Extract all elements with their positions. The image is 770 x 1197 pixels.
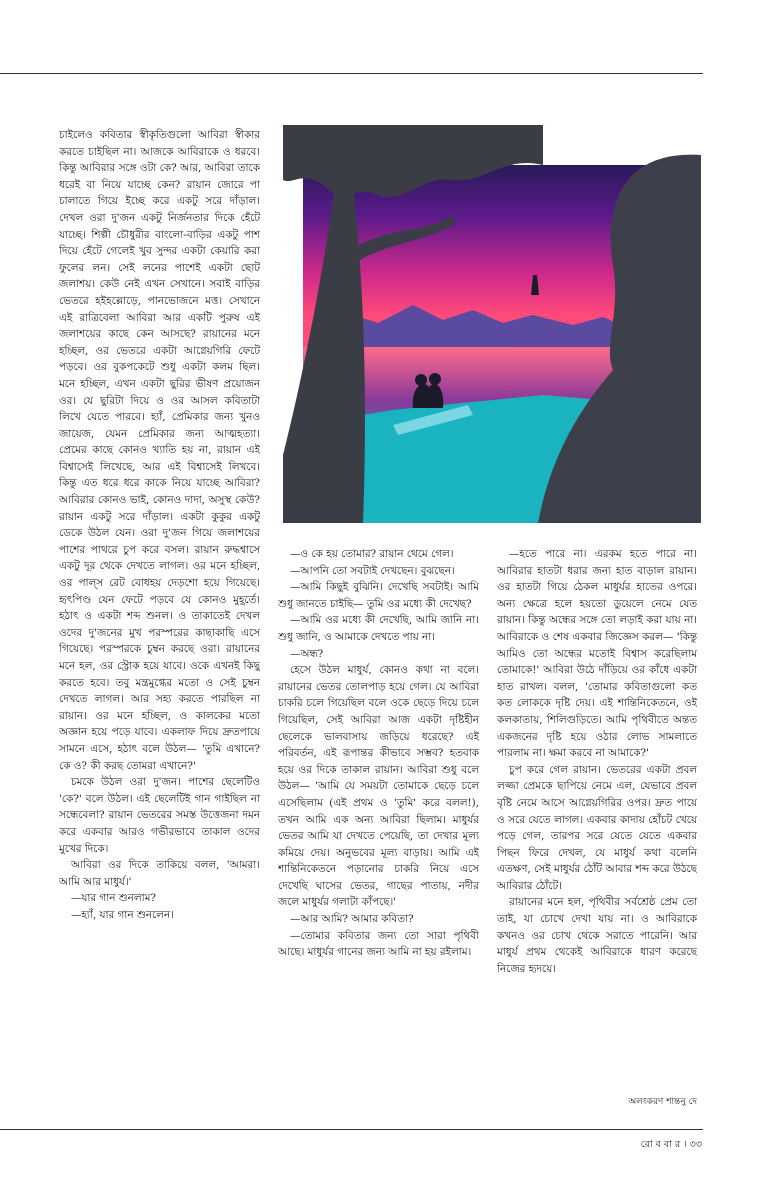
paragraph: —আমি কিছুই বুঝিনি। দেখেছি সবটাই। আমি শুধু জানতে চাইছি— তুমি ওর মধ্যে কী দেখেছ? (278, 581, 479, 610)
paragraph: —হতে পারে না। এরকম হতে পারে না। আবিরার হাতটা ধরার জন্য হাত বাড়াল রায়ান। ওর হাতটা গিয়ে ঠেকল মাধুর্যর হাতের ওপরে। অন্য ক্ষেত্রে হলে হয়তো ডুয়েলে নেমে যেত রায়ান। কিন্তু অন্ধের সঙ্গে তো লড়াই করা যায় না। আবিরাকে ও শেষ একবার জিজ্ঞেস করল— 'কিন্তু আমিও তো অন্ধের মতোই বিশ্বাস করেছিলাম তোমাকে!' আবিরা উঠে দাঁড়িয়ে ওর কাঁধে একটা হাত রাখল। বলল, 'তোমার কবিতাগুলো কত কত লোককে দৃষ্টি দেয়। এই শান্তিনিকেতনে, ওই কলকাতায়, শিলিগুড়িতে। আমি পৃথিবীতে অন্তত একজনের দৃষ্টি হয়ে ওঠার লোভ সামলাতে পারলাম না। ক্ষমা করবে না আমাকে?' (497, 548, 697, 760)
paragraph: —যার গান শুনলাম? (71, 892, 156, 905)
paragraph: চুপ করে গেল রায়ান। ভেতরের একটা প্রবল লজ্জা প্রেমকে ছাপিয়ে নেমে এল, যেভাবে প্রবল বৃষ্টি নেমে আসে আগ্নেয়গিরির ওপর। দ্রুত পায়ে ও সরে যেতে লাগল। একবার কাদায় হোঁচট খেয়ে পড়ে গেল, তারপর সরে যেতে যেতে একবার পিছন ফিরে দেখল, যে মাধুর্য কথা বলেনি এতক্ষণ, সেই মাধুর্যর ঠোঁট আবার শব্দ করে উঠছে আবিরার ঠোঁটে। (497, 763, 697, 892)
paragraph: —তোমার কবিতার জন্য তো সারা পৃথিবী আছে। মাধুর্যর গানের জন্য আমি না হয় রইলাম। (278, 929, 479, 959)
illustration-svg (283, 125, 701, 523)
paragraph: —আপনি তো সবটাই দেখছেন। বুঝছেন। (290, 564, 455, 577)
paragraph: আবিরা ওর দিকে তাকিয়ে বলল, 'আমরা। আমি আর মাধুর্য।' (59, 859, 260, 888)
paragraph: —আর আমি? আমার কবিতা? (290, 913, 414, 926)
text-column-3 (497, 546, 697, 1086)
paragraph: চাইলেও কবিতার স্বীকৃতিগুলো আবিরা স্বীকার করতে চাইছিল না। আজকে আবিরাকে ও ধরবে। কিন্তু আবিরার সঙ্গে ওটা কে? আর, আবিরা তাকে ধরেই বা নিয়ে যাচ্ছে কেন? রায়ান জোরে পা চালাতে গিয়ে ইচ্ছে করে একটু সরে দাঁড়াল। দেখল ওরা দু'জন একটু নির্জনতার দিকে হেঁটে যাচ্ছে। শিল্পী চৌধুরীর বাংলো-বাড়ির একটু পাশ দিয়ে হেঁটে গেলেই খুব সুন্দর একটা কেয়ারি করা ফুলের লন। সেই লনের পাশেই একটা ছোট জলাশয়। কেউ নেই এখন সেখানে। সবাই বাড়ির ভেতরে হইহল্লোড়ে, পানভোজনে মত্ত। সেখানে এই রাত্রিবেলা আবিরা আর একটি পুরুষ এই জলাশয়ের কাছে কেন আসছে? রায়ানের মনে হচ্ছিল, ওর ভেতরে একটা আগ্নেয়গিরি ফেটে পড়বে। ওর বুকপকেটে শুধু একটা কলম ছিল। মনে হচ্ছিল, এখন একটা ছুরির ভীষণ প্রয়োজন ওর। যে ছুরিটা দিয়ে ও ওর আসল কবিতাটা লিখে যেতে পারবে। হ্যাঁ, প্রেমিকার জন্য খুনও জায়েজ, যেমন প্রেমিকার জন্য আত্মহত্যা। প্রেমের কাছে কোনও খ্যাতি হয় না, রায়ান এই বিশ্বাসেই লিখেছে, আর এই বিশ্বাসেই লিখবে। কিন্তু এত ধরে ধরে কাকে নিয়ে যাচ্ছে আবিরা? আবিরার কোনও ভাই, কোনও দাদা, অসুস্থ কেউ? রায়ান একটু সরে দাঁড়াল। একটা কুকুর একটু ডেকে উঠল যেন। ওরা দু'জন গিয়ে জলাশয়ের পাশের পাথরে চুপ করে বসল। রায়ান রুদ্ধশ্বাসে একটু দূর থেকে দেখতে লাগল। ওর মনে হচ্ছিল, ওর পাল্স রেট বোধহয় দেড়শো হয়ে গিয়েছে। হৃৎপিণ্ড যেন ফেটে পড়বে যে কোনও মুহূর্তে। হঠাৎ ও একটা শব্দ শুনল। ও তাকাতেই দেখল ওদের দু'জনের মুখ পরস্পরের কাছাকাছি এসে গিয়েছে। পরস্পরকে চুম্বন করছে ওরা। রায়ানের মনে হল, ওর স্ট্রোক হয়ে যাবে। ওকে এখনই কিছু করতে হবে। তবু মন্ত্রমুগ্ধের মতো ও সেই চুম্বন দেখতে লাগল। আর সহ্য করতে পারছিল না রায়ান। ওর মনে হচ্ছিল, ও কালকের মতো অজ্ঞান হয়ে পড়ে যাবে। একলাফ দিয়ে দ্রুতপায়ে সামনে এসে, হঠাৎ বলে উঠল— 'তুমি এখানে? কে ও? কী করছ তোমরা এখানে?' (59, 129, 260, 772)
bottom-rule (0, 1129, 703, 1130)
paragraph: চমকে উঠল ওরা দু'জন। পাশের ছেলেটিও 'কে?' বলে উঠল। এই ছেলেটিই গান গাইছিল না সন্ধেবেলা? রায়ান ভেতরের সমস্ত উত্তেজনা দমন করে একবার আরও গভীরভাবে তাকাল ওদের মুখের দিকে। (59, 776, 260, 855)
paragraph: রায়ানের মনে হল, পৃথিবীর সর্বশ্রেষ্ঠ প্রেম তো তাই, যা চোখে দেখা যায় না। ও আবিরাকে কখনও ওর চোখ থেকে সরাতে পারেনি। আর মাধুর্য প্রথম থেকেই আবিরাকে ধারণ করেছে নিজের হৃদয়ে। (497, 896, 697, 975)
couple-head (415, 374, 427, 386)
text-column-1 (59, 127, 260, 1117)
illustration-credit: অলংকরণ শান্তনু দে (628, 1097, 697, 1107)
paragraph: —অন্ধ? (290, 647, 324, 660)
couple-silhouette (413, 384, 443, 408)
couple-head (429, 373, 441, 385)
top-rule (0, 73, 703, 74)
text-column-2 (278, 546, 479, 1116)
paragraph: —আমি ওর মধ্যে কী দেখেছি, আমি জানি না। শুধু জানি, ও আমাকে দেখতে পায় না। (278, 614, 479, 643)
page-footer: রো ব বা র । ৩৩ (640, 1139, 702, 1150)
paragraph: হেসে উঠল মাধুর্য, কোনও কথা না বলে। রায়ানের ভেতর তোলপাড় হয়ে গেল। যে আবিরা চাকরি চলে গিয়েছিল বলে ওকে ছেড়ে দিয়ে চলে গিয়েছিল, সেই আবিরা আজ একটা দৃষ্টিহীন ছেলেকে ভালবাসায় জড়িয়ে ধরেছে? এই পরিবর্তন, এই রূপান্তর কীভাবে সম্ভব? হতবাক হয়ে ওর দিকে তাকাল রায়ান। আবিরা শুধু বলে উঠল— 'আমি যে সময়টা তোমাকে ছেড়ে চলে এসেছিলাম (এই প্রথম ও 'তুমি' করে বলল!), তখন আমি এক অন্য আবিরা ছিলাম। মাধুর্যর ভেতর আমি যা দেখতে পেয়েছি, তা দেখার মূল্য কমিয়ে দেয়। অনুভবের মূল্য বাড়ায়। আমি এই শান্তিনিকেতনে পড়ানোর চাকরি নিয়ে এসে দেখেছি ঘাসের ভেতর, গাছের পাতায়, নদীর জলে মাধুর্যর গলাটা কাঁপছে।' (278, 664, 479, 909)
paragraph: —ও কে হয় তোমার? রায়ান থেমে গেল। (290, 548, 454, 560)
paragraph: —হ্যাঁ, যার গান শুনলেন। (71, 908, 174, 921)
story-illustration (283, 125, 701, 523)
